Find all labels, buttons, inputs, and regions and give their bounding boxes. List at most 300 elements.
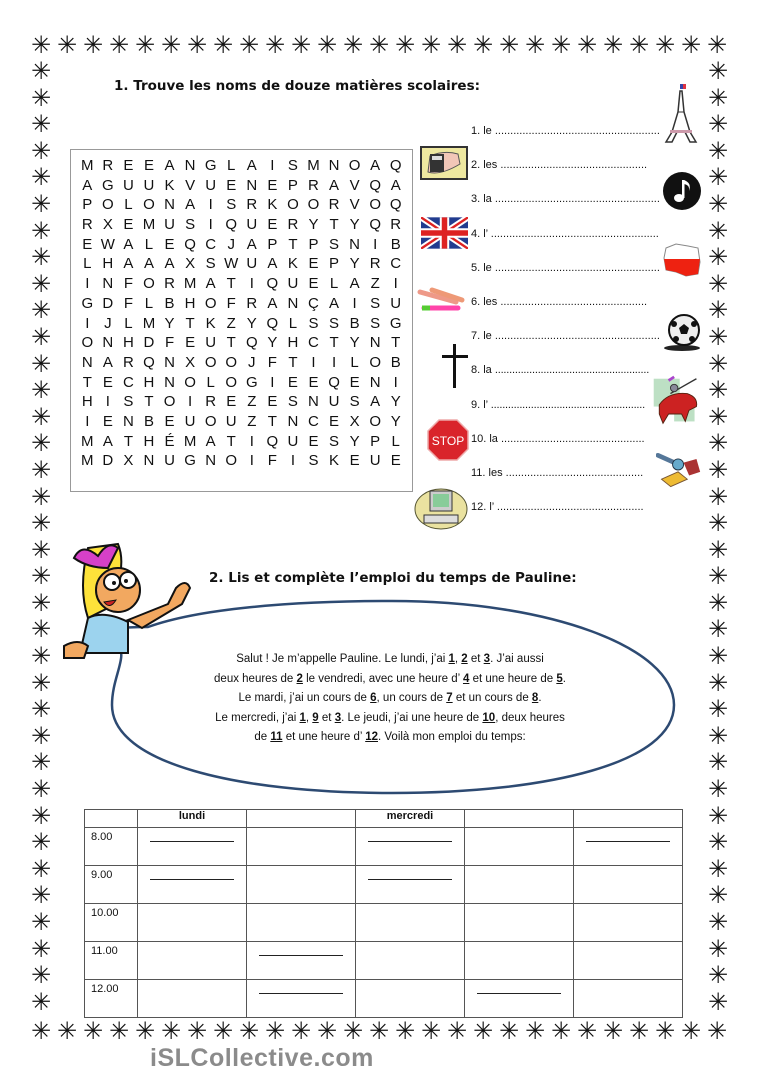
grid-letter[interactable]: C (205, 235, 217, 253)
fill-in-blank-line[interactable] (150, 841, 234, 842)
grid-letter[interactable]: E (287, 373, 298, 391)
answer-line[interactable] (471, 330, 660, 342)
grid-letter[interactable]: R (246, 196, 258, 214)
grid-letter[interactable]: E (308, 373, 319, 391)
grid-letter[interactable]: G (184, 452, 196, 470)
grid-letter[interactable]: K (205, 314, 216, 332)
grid-letter[interactable]: Y (164, 314, 175, 332)
grid-letter[interactable]: N (164, 353, 175, 371)
grid-letter[interactable]: I (270, 373, 275, 391)
grid-letter[interactable]: I (85, 412, 90, 430)
grid-letter[interactable]: R (287, 216, 299, 234)
grid-letter[interactable]: P (267, 235, 278, 253)
grid-letter[interactable]: K (164, 176, 175, 194)
answer-blank[interactable]: ................................................ (500, 159, 648, 171)
grid-letter[interactable]: E (226, 393, 237, 411)
grid-letter[interactable]: Q (369, 176, 381, 194)
grid-letter[interactable]: G (102, 176, 114, 194)
timetable-cell[interactable] (574, 980, 683, 1018)
grid-letter[interactable]: A (267, 255, 278, 273)
grid-letter[interactable]: I (85, 275, 90, 293)
grid-letter[interactable]: N (164, 373, 175, 391)
answer-blank[interactable]: ............................................. (505, 467, 644, 479)
fill-in-blank-line[interactable] (586, 841, 670, 842)
answer-line[interactable] (471, 399, 645, 411)
grid-letter[interactable]: Ç (308, 294, 319, 312)
grid-letter[interactable]: D (102, 452, 114, 470)
grid-letter[interactable]: I (249, 275, 254, 293)
grid-letter[interactable]: U (369, 452, 381, 470)
grid-letter[interactable]: A (205, 275, 216, 293)
grid-letter[interactable]: B (143, 412, 154, 430)
timetable-cell[interactable] (247, 980, 356, 1018)
grid-letter[interactable]: N (369, 373, 381, 391)
grid-letter[interactable]: N (81, 353, 93, 371)
grid-letter[interactable]: T (144, 393, 154, 411)
grid-letter[interactable]: N (246, 176, 258, 194)
grid-letter[interactable]: T (329, 216, 339, 234)
grid-letter[interactable]: A (185, 196, 196, 214)
grid-letter[interactable]: F (267, 353, 277, 371)
grid-letter[interactable]: E (349, 452, 360, 470)
grid-letter[interactable]: K (287, 255, 298, 273)
grid-letter[interactable]: P (308, 235, 319, 253)
grid-letter[interactable]: E (123, 157, 134, 174)
grid-letter[interactable]: I (208, 196, 213, 214)
grid-letter[interactable]: M (307, 157, 320, 174)
grid-letter[interactable]: T (226, 275, 236, 293)
grid-letter[interactable]: W (224, 255, 239, 273)
grid-letter[interactable]: E (390, 452, 401, 470)
grid-letter[interactable]: J (227, 235, 235, 253)
grid-letter[interactable]: S (329, 235, 340, 253)
grid-letter[interactable]: A (390, 176, 401, 194)
grid-letter[interactable]: T (226, 334, 236, 352)
grid-letter[interactable]: F (123, 275, 133, 293)
grid-letter[interactable]: U (184, 412, 196, 430)
grid-letter[interactable]: O (204, 412, 217, 430)
grid-letter[interactable]: N (102, 334, 114, 352)
timetable-cell[interactable] (138, 980, 247, 1018)
grid-letter[interactable]: A (349, 275, 360, 293)
grid-letter[interactable]: R (369, 255, 381, 273)
grid-letter[interactable]: H (122, 334, 134, 352)
grid-letter[interactable]: F (267, 452, 277, 470)
grid-letter[interactable]: R (328, 196, 340, 214)
answer-line[interactable] (471, 433, 645, 445)
grid-letter[interactable]: N (369, 334, 381, 352)
grid-letter[interactable]: I (208, 216, 213, 234)
answer-blank[interactable]: ....................................................... (490, 228, 659, 240)
grid-letter[interactable]: I (331, 353, 337, 371)
grid-letter[interactable]: S (205, 255, 216, 273)
grid-letter[interactable]: A (370, 393, 381, 411)
grid-letter[interactable]: I (393, 373, 398, 391)
grid-letter[interactable]: N (308, 393, 319, 411)
grid-letter[interactable]: O (204, 294, 217, 312)
grid-letter[interactable]: A (164, 157, 175, 174)
grid-letter[interactable]: O (81, 334, 94, 352)
answer-blank[interactable]: ...................................................... (494, 262, 660, 274)
grid-letter[interactable]: O (225, 373, 238, 391)
grid-letter[interactable]: A (329, 176, 340, 194)
grid-letter[interactable]: I (249, 452, 254, 470)
grid-letter[interactable]: V (349, 196, 360, 214)
answer-line[interactable] (471, 364, 649, 376)
grid-letter[interactable]: T (391, 334, 401, 352)
grid-letter[interactable]: F (226, 294, 236, 312)
grid-letter[interactable]: N (143, 452, 155, 470)
grid-letter[interactable]: D (102, 294, 114, 312)
grid-letter[interactable]: E (349, 373, 360, 391)
grid-letter[interactable]: L (144, 235, 154, 253)
grid-letter[interactable]: S (329, 314, 340, 332)
fill-in-blank-line[interactable] (259, 955, 343, 956)
grid-letter[interactable]: Z (247, 393, 257, 411)
grid-letter[interactable]: M (183, 275, 197, 293)
timetable-cell[interactable] (465, 828, 574, 866)
grid-letter[interactable]: U (225, 412, 237, 430)
grid-letter[interactable]: Q (245, 334, 258, 352)
grid-letter[interactable]: C (390, 255, 402, 273)
answer-line[interactable] (471, 228, 659, 240)
timetable-cell[interactable] (247, 866, 356, 904)
grid-letter[interactable]: U (328, 393, 340, 411)
grid-letter[interactable]: E (123, 216, 134, 234)
grid-letter[interactable]: N (328, 157, 340, 174)
grid-letter[interactable]: L (124, 196, 133, 214)
grid-letter[interactable]: I (393, 275, 398, 293)
grid-letter[interactable]: Y (349, 216, 360, 234)
grid-letter[interactable]: Z (226, 314, 236, 332)
grid-letter[interactable]: I (105, 393, 110, 411)
grid-letter[interactable]: Q (328, 373, 340, 391)
grid-letter[interactable]: U (164, 452, 175, 470)
grid-letter[interactable]: L (144, 294, 154, 312)
grid-letter[interactable]: M (142, 216, 156, 234)
grid-letter[interactable]: I (85, 314, 90, 332)
grid-letter[interactable]: I (373, 235, 378, 253)
grid-letter[interactable]: O (225, 353, 238, 371)
timetable-cell[interactable] (356, 980, 465, 1018)
grid-letter[interactable]: Q (369, 216, 381, 234)
grid-letter[interactable]: I (188, 393, 193, 411)
timetable-cell[interactable] (247, 942, 356, 980)
answer-line[interactable] (471, 125, 660, 137)
grid-letter[interactable]: N (349, 235, 361, 253)
grid-letter[interactable]: T (288, 353, 298, 371)
grid-letter[interactable]: L (83, 255, 92, 273)
grid-letter[interactable]: E (329, 412, 340, 430)
grid-letter[interactable]: S (185, 216, 196, 234)
grid-letter[interactable]: S (329, 432, 340, 450)
grid-letter[interactable]: P (82, 196, 93, 214)
grid-letter[interactable]: T (123, 432, 133, 450)
grid-letter[interactable]: A (205, 432, 216, 450)
grid-letter[interactable]: B (390, 353, 401, 371)
answer-line[interactable] (471, 296, 647, 308)
grid-letter[interactable]: R (81, 216, 93, 234)
grid-letter[interactable]: M (142, 314, 156, 332)
grid-letter[interactable]: A (82, 176, 93, 194)
grid-letter[interactable]: J (104, 314, 112, 332)
timetable-cell[interactable] (465, 980, 574, 1018)
grid-letter[interactable]: I (311, 353, 316, 371)
grid-letter[interactable]: A (123, 235, 134, 253)
answer-line[interactable] (471, 159, 647, 171)
grid-letter[interactable]: R (246, 294, 258, 312)
grid-letter[interactable]: T (288, 235, 298, 253)
grid-letter[interactable]: E (226, 176, 237, 194)
timetable-cell[interactable] (356, 866, 465, 904)
grid-letter[interactable]: L (329, 275, 339, 293)
grid-letter[interactable]: R (205, 393, 217, 411)
grid-letter[interactable]: U (164, 216, 175, 234)
timetable-cell[interactable] (356, 942, 465, 980)
grid-letter[interactable]: P (329, 255, 340, 273)
grid-letter[interactable]: E (82, 235, 93, 253)
grid-letter[interactable]: Q (143, 353, 155, 371)
grid-letter[interactable]: L (288, 314, 298, 332)
grid-letter[interactable]: W (100, 235, 115, 253)
grid-letter[interactable]: O (225, 452, 238, 470)
grid-letter[interactable]: L (206, 373, 215, 391)
grid-letter[interactable]: X (185, 255, 196, 273)
grid-letter[interactable]: T (82, 373, 92, 391)
timetable-cell[interactable] (465, 942, 574, 980)
grid-letter[interactable]: Y (390, 393, 401, 411)
grid-letter[interactable]: O (184, 373, 196, 391)
fill-in-blank-line[interactable] (477, 993, 561, 994)
grid-letter[interactable]: A (267, 294, 278, 312)
grid-letter[interactable]: S (226, 196, 237, 214)
grid-letter[interactable]: C (122, 373, 134, 391)
grid-letter[interactable]: A (370, 157, 381, 174)
grid-letter[interactable]: Y (267, 334, 278, 352)
grid-letter[interactable]: E (143, 157, 154, 174)
grid-letter[interactable]: H (143, 373, 155, 391)
grid-letter[interactable]: V (349, 176, 360, 194)
grid-letter[interactable]: O (143, 196, 155, 214)
grid-letter[interactable]: S (370, 314, 381, 332)
grid-letter[interactable]: C (308, 334, 319, 352)
grid-letter[interactable]: N (184, 157, 196, 174)
grid-letter[interactable]: B (390, 235, 401, 253)
grid-letter[interactable]: B (349, 314, 360, 332)
grid-letter[interactable]: X (349, 412, 360, 430)
answer-blank[interactable]: ...................................................... (494, 330, 660, 342)
grid-letter[interactable]: U (287, 432, 299, 450)
grid-letter[interactable]: M (81, 452, 94, 470)
grid-letter[interactable]: T (267, 412, 277, 430)
answer-line[interactable] (471, 193, 660, 205)
grid-letter[interactable]: S (370, 294, 381, 312)
fill-in-blank-line[interactable] (259, 993, 343, 994)
grid-letter[interactable]: E (308, 432, 319, 450)
grid-letter[interactable]: R (164, 275, 175, 293)
grid-letter[interactable]: E (267, 393, 278, 411)
timetable-cell[interactable] (356, 904, 465, 942)
grid-letter[interactable]: O (287, 196, 299, 214)
grid-letter[interactable]: Z (370, 275, 380, 293)
grid-letter[interactable]: Q (389, 157, 402, 174)
answer-line[interactable] (471, 467, 643, 479)
grid-letter[interactable]: P (370, 432, 381, 450)
grid-letter[interactable]: I (352, 294, 357, 312)
grid-letter[interactable]: Y (308, 216, 319, 234)
grid-letter[interactable]: K (329, 452, 340, 470)
grid-letter[interactable]: N (102, 275, 114, 293)
grid-letter[interactable]: N (122, 412, 134, 430)
grid-letter[interactable]: Y (349, 432, 360, 450)
grid-letter[interactable]: Z (247, 412, 257, 430)
grid-letter[interactable]: G (245, 373, 258, 391)
timetable-cell[interactable] (247, 904, 356, 942)
grid-letter[interactable]: V (185, 176, 196, 194)
grid-letter[interactable]: U (122, 176, 134, 194)
grid-letter[interactable]: O (369, 353, 381, 371)
grid-letter[interactable]: S (308, 314, 319, 332)
grid-letter[interactable]: R (122, 353, 134, 371)
answer-blank[interactable]: ................................................ (500, 296, 648, 308)
fill-in-blank-line[interactable] (368, 879, 452, 880)
grid-letter[interactable]: L (124, 314, 133, 332)
grid-letter[interactable]: Y (349, 334, 360, 352)
grid-letter[interactable]: M (183, 432, 197, 450)
answer-blank[interactable]: ...................................................... (494, 125, 660, 137)
answer-blank[interactable]: ...................................................... (494, 193, 660, 205)
grid-letter[interactable]: T (329, 334, 339, 352)
grid-letter[interactable]: S (287, 157, 298, 174)
timetable-cell[interactable] (574, 866, 683, 904)
grid-letter[interactable]: U (390, 294, 402, 312)
grid-letter[interactable]: E (308, 255, 319, 273)
grid-letter[interactable]: U (205, 176, 217, 194)
grid-letter[interactable]: N (205, 452, 217, 470)
grid-letter[interactable]: E (102, 412, 113, 430)
grid-letter[interactable]: Q (266, 275, 279, 293)
grid-letter[interactable]: A (246, 235, 257, 253)
grid-letter[interactable]: Q (225, 216, 238, 234)
grid-letter[interactable]: E (185, 334, 196, 352)
grid-letter[interactable]: O (369, 412, 381, 430)
grid-letter[interactable]: C (308, 412, 319, 430)
grid-letter[interactable]: N (287, 412, 299, 430)
grid-letter[interactable]: J (248, 353, 256, 371)
grid-letter[interactable]: A (123, 255, 134, 273)
grid-letter[interactable]: U (205, 334, 217, 352)
grid-letter[interactable]: A (143, 255, 154, 273)
grid-letter[interactable]: D (143, 334, 155, 352)
grid-letter[interactable]: F (164, 334, 175, 352)
grid-letter[interactable]: A (329, 294, 340, 312)
grid-letter[interactable]: R (390, 216, 402, 234)
grid-letter[interactable]: O (348, 157, 361, 174)
grid-letter[interactable]: H (184, 294, 196, 312)
grid-letter[interactable]: E (164, 235, 175, 253)
grid-letter[interactable]: A (102, 432, 113, 450)
grid-letter[interactable]: R (102, 157, 114, 174)
grid-letter[interactable]: L (227, 157, 236, 174)
answer-line[interactable] (471, 501, 644, 513)
grid-letter[interactable]: H (102, 255, 114, 273)
grid-letter[interactable]: S (123, 393, 134, 411)
timetable-cell[interactable] (465, 866, 574, 904)
grid-letter[interactable]: S (287, 393, 298, 411)
answer-line[interactable] (471, 262, 660, 274)
grid-letter[interactable]: L (350, 353, 359, 371)
grid-letter[interactable]: O (163, 393, 176, 411)
grid-letter[interactable]: Y (246, 314, 257, 332)
grid-letter[interactable]: É (164, 432, 175, 450)
grid-letter[interactable]: H (143, 432, 155, 450)
grid-letter[interactable]: X (102, 216, 113, 234)
grid-letter[interactable]: I (290, 452, 295, 470)
grid-letter[interactable]: M (81, 157, 94, 174)
grid-letter[interactable]: A (246, 157, 257, 174)
grid-letter[interactable]: U (246, 255, 258, 273)
grid-letter[interactable]: L (391, 432, 400, 450)
grid-letter[interactable]: I (270, 157, 275, 174)
grid-letter[interactable]: G (204, 157, 217, 174)
timetable-cell[interactable] (138, 904, 247, 942)
timetable-cell[interactable] (247, 828, 356, 866)
grid-letter[interactable]: Q (389, 196, 402, 214)
grid-letter[interactable]: E (267, 216, 278, 234)
timetable-cell[interactable] (138, 942, 247, 980)
timetable-cell[interactable] (574, 828, 683, 866)
grid-letter[interactable]: O (307, 196, 320, 214)
grid-letter[interactable]: N (164, 196, 175, 214)
grid-letter[interactable]: E (267, 176, 278, 194)
grid-letter[interactable]: T (226, 432, 236, 450)
grid-letter[interactable]: S (349, 393, 360, 411)
grid-letter[interactable]: E (164, 412, 175, 430)
grid-letter[interactable]: G (389, 314, 402, 332)
grid-letter[interactable]: O (204, 353, 217, 371)
timetable-cell[interactable] (574, 904, 683, 942)
grid-letter[interactable]: O (369, 196, 381, 214)
answer-blank[interactable]: ...................................................... (490, 399, 645, 411)
grid-letter[interactable]: Q (266, 314, 279, 332)
grid-letter[interactable]: O (143, 275, 155, 293)
grid-letter[interactable]: S (308, 452, 319, 470)
grid-letter[interactable]: A (164, 255, 175, 273)
timetable-cell[interactable] (465, 904, 574, 942)
timetable-cell[interactable] (138, 866, 247, 904)
grid-letter[interactable]: H (287, 334, 299, 352)
grid-letter[interactable]: O (102, 196, 114, 214)
grid-letter[interactable]: N (287, 294, 299, 312)
grid-letter[interactable]: E (102, 373, 113, 391)
grid-letter[interactable]: P (287, 176, 298, 194)
grid-letter[interactable]: H (81, 393, 93, 411)
grid-letter[interactable]: Y (349, 255, 360, 273)
grid-letter[interactable]: U (143, 176, 155, 194)
grid-letter[interactable]: R (308, 176, 319, 194)
grid-letter[interactable]: G (81, 294, 94, 312)
grid-letter[interactable]: U (246, 216, 258, 234)
timetable-cell[interactable] (138, 828, 247, 866)
grid-letter[interactable]: T (185, 314, 195, 332)
grid-letter[interactable]: K (267, 196, 278, 214)
grid-letter[interactable]: Y (390, 412, 401, 430)
answer-blank[interactable]: ............................................... (500, 433, 645, 445)
timetable-cell[interactable] (574, 942, 683, 980)
answer-blank[interactable]: ................................................ (496, 501, 644, 513)
grid-letter[interactable]: I (249, 432, 254, 450)
grid-letter[interactable]: B (164, 294, 175, 312)
